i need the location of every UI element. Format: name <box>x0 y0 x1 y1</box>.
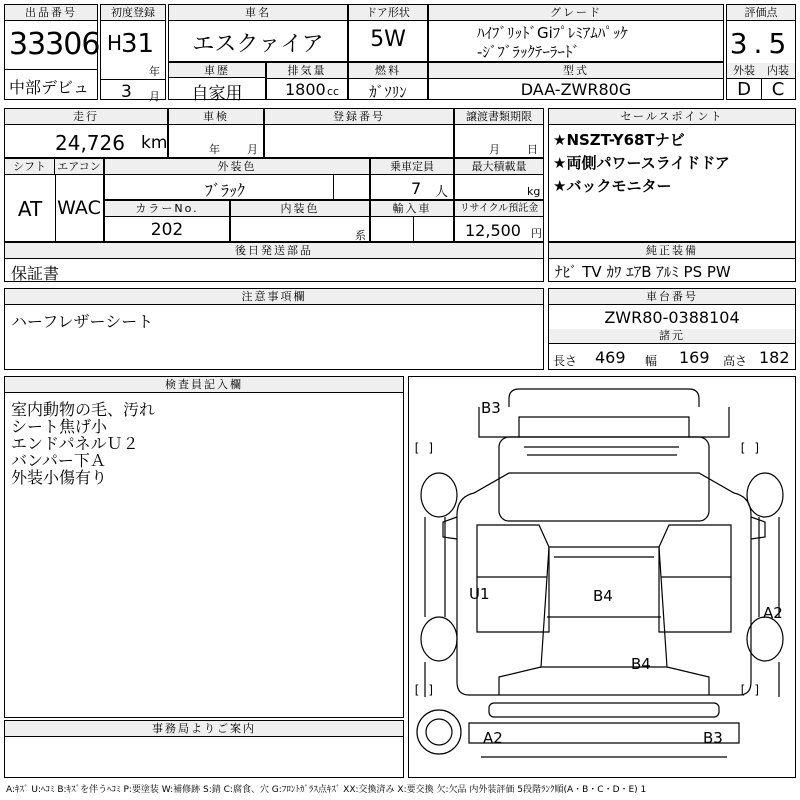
inspector-note: シート焦げ小 <box>11 417 108 436</box>
bracket-right: [ ] <box>739 441 761 455</box>
score-box <box>726 4 796 100</box>
inspector-label: 検査員記入欄 <box>5 377 403 393</box>
sales-points-label: セールスポイント <box>549 109 795 125</box>
transfer-month-unit: 月 <box>489 143 500 156</box>
damage-mark: A2 <box>483 729 503 747</box>
grade-label: グレード <box>429 5 723 21</box>
damage-mark: A2 <box>763 604 783 622</box>
length-label: 長さ <box>553 354 578 368</box>
ext-color-value: ﾌﾞﾗｯｸ <box>204 181 245 200</box>
door-label: ドア形状 <box>349 5 427 21</box>
shift-value: AT <box>17 197 43 221</box>
first-registration-label: 初度登録 <box>101 5 165 21</box>
model-value: DAA-ZWR80G <box>520 80 632 99</box>
history-value: 自家用 <box>191 84 243 104</box>
displacement-box <box>266 62 348 100</box>
damage-mark: B3 <box>481 399 501 417</box>
chassis-value: ZWR80-0388104 <box>604 308 740 327</box>
recycle-value: 12,500 <box>465 221 521 240</box>
inspector-note: 外装小傷有り <box>11 468 108 487</box>
score-value: 3.5 <box>729 27 793 60</box>
ext-color-box <box>104 158 370 200</box>
inspector-note: バンパー下Ａ <box>11 451 106 470</box>
length-value: 469 <box>595 348 626 367</box>
genuine-equipment-label: 純正装備 <box>549 243 795 259</box>
grade-line-2: -ｼﾞﾌﾞﾗｯｸﾃｰﾗｰﾄﾞ <box>477 43 580 61</box>
accessories-value: 保証書 <box>11 264 60 283</box>
sales-point: ★両側パワースライドドア <box>553 154 730 172</box>
history-box <box>168 62 266 104</box>
notes-box <box>4 288 544 370</box>
aircon-value: WAC <box>57 197 101 219</box>
load-unit: kg <box>527 185 541 198</box>
interior-grade: C <box>771 79 785 100</box>
chassis-label: 車台番号 <box>549 289 795 305</box>
damage-mark: B3 <box>703 729 723 747</box>
int-color-box <box>230 200 370 242</box>
yen-unit: 円 <box>531 227 542 240</box>
height-value: 182 <box>759 348 790 367</box>
sales-point: ★NSZT-Y68Tナビ <box>553 131 685 149</box>
exterior-label: 外装 <box>727 63 761 79</box>
inspector-note: エンドパネルＵ２ <box>11 434 139 453</box>
aircon-label: エアコン <box>55 159 103 175</box>
width-label: 幅 <box>645 354 658 368</box>
inspection-label: 車検 <box>169 109 263 125</box>
registration-month: 3 <box>121 82 132 102</box>
fuel-box <box>348 62 428 100</box>
capacity-value: 7 <box>411 179 422 198</box>
transfer-day-unit: 日 <box>527 143 538 156</box>
int-color-label: 内装色 <box>231 201 369 217</box>
model-label: 型式 <box>429 63 723 79</box>
ext-color-label: 外装色 <box>105 159 369 175</box>
inspector-box <box>4 376 404 718</box>
lot-number: 33306 <box>9 27 100 62</box>
office-box <box>4 720 404 778</box>
cc-unit: cc <box>327 85 340 98</box>
dimensions-label: 諸元 <box>549 329 795 344</box>
fuel-value: ｶﾞｿﾘﾝ <box>369 83 407 101</box>
displacement-value: 1800 <box>285 80 326 99</box>
history-label: 車歴 <box>169 63 265 78</box>
legend: A:ｷｽﾞ U:ﾍｺﾐ B:ｷｽﾞを伴うﾍｺﾐ P:要塗装 W:補修跡 S:錆 C:腐食、穴 G:ﾌﾛﾝﾄｶﾞﾗｽ点ｷｽﾞ XX:交換済み X:要交換 欠:欠品 内外装評価 5段階ﾗﾝｸ順(A・B・C・D・E) 1 <box>6 785 647 795</box>
capacity-box <box>370 158 454 200</box>
capacity-unit: 人 <box>435 185 449 200</box>
color-no-label: カラーNo. <box>105 201 229 217</box>
mileage-label: 走行 <box>5 109 167 125</box>
sales-point: ★バックモニター <box>553 177 672 195</box>
bracket-left-lower: [ ] <box>413 683 435 697</box>
registration-year: 31 <box>121 29 155 59</box>
recycle-box <box>454 200 544 242</box>
inspection-month-unit: 月 <box>247 143 258 156</box>
car-diagram <box>408 376 796 778</box>
capacity-label: 乗車定員 <box>371 159 453 175</box>
displacement-label: 排気量 <box>267 63 347 79</box>
month-unit: 月 <box>149 90 160 103</box>
inspection-year-unit: 年 <box>209 143 220 156</box>
genuine-equipment-value: ﾅﾋﾞ TV ｶﾜ ｴｱB ｱﾙﾐ PS PW <box>555 263 731 281</box>
inspector-note: 室内動物の毛、汚れ <box>11 400 156 419</box>
recycle-label: リサイクル預託金 <box>455 201 543 217</box>
fuel-label: 燃料 <box>349 63 427 79</box>
lot-number-label: 出品番号 <box>5 5 97 21</box>
mileage-value: 24,726 <box>55 131 125 155</box>
max-load-label: 最大積載量 <box>455 159 543 175</box>
color-no-value: 202 <box>150 220 184 240</box>
lot-number-box <box>4 4 98 100</box>
model-box <box>428 62 724 100</box>
chassis-box <box>548 288 796 370</box>
mileage-box <box>4 108 168 158</box>
kei-unit: 系 <box>355 229 366 242</box>
notes-label: 注意事項欄 <box>5 289 543 305</box>
grade-line-1: ﾊｲﾌﾞﾘｯﾄﾞGiﾌﾟﾚﾐｱﾑﾊﾟｯｹ <box>477 24 628 42</box>
bracket-right-lower: [ ] <box>739 683 761 697</box>
height-label: 高さ <box>723 354 748 368</box>
era: H <box>107 31 123 55</box>
registration-number-label: 登録番号 <box>265 109 453 125</box>
door-type: 5W <box>370 27 406 52</box>
grade-box <box>428 4 724 62</box>
genuine-equipment-box <box>548 242 796 282</box>
shift-aircon-box <box>4 158 104 242</box>
accessories-box <box>4 242 544 282</box>
car-outline-drawing <box>409 377 795 777</box>
width-value: 169 <box>679 348 710 367</box>
bracket-left: [ ] <box>413 441 435 455</box>
debut-region: 中部デビュ <box>9 78 90 97</box>
transfer-deadline-label: 譲渡書類期限 <box>455 109 543 125</box>
km-unit: km <box>141 133 168 153</box>
car-name: エスクァイア <box>192 32 324 57</box>
door-box <box>348 4 428 62</box>
first-registration-box <box>100 4 166 103</box>
shift-label: シフト <box>5 159 55 175</box>
notes-value: ハーフレザーシート <box>11 312 154 331</box>
inspection-box <box>168 108 264 158</box>
damage-mark: U1 <box>469 585 490 603</box>
damage-mark: B4 <box>631 655 651 673</box>
interior-label: 内装 <box>761 63 795 79</box>
damage-mark: B4 <box>593 587 613 605</box>
car-name-box <box>168 4 348 62</box>
score-label: 評価点 <box>727 5 795 21</box>
transfer-deadline-box <box>454 108 544 158</box>
year-unit: 年 <box>149 65 160 78</box>
exterior-grade: D <box>737 79 751 100</box>
registration-number-box <box>264 108 454 158</box>
office-label: 事務局よりご案内 <box>5 721 403 737</box>
import-label: 輸入車 <box>371 201 453 217</box>
max-load-box <box>454 158 544 200</box>
accessories-label: 後日発送部品 <box>5 243 543 259</box>
car-name-label: 車名 <box>169 5 347 21</box>
color-no-box <box>104 200 230 242</box>
sales-points-box <box>548 108 796 242</box>
import-box <box>370 200 454 242</box>
